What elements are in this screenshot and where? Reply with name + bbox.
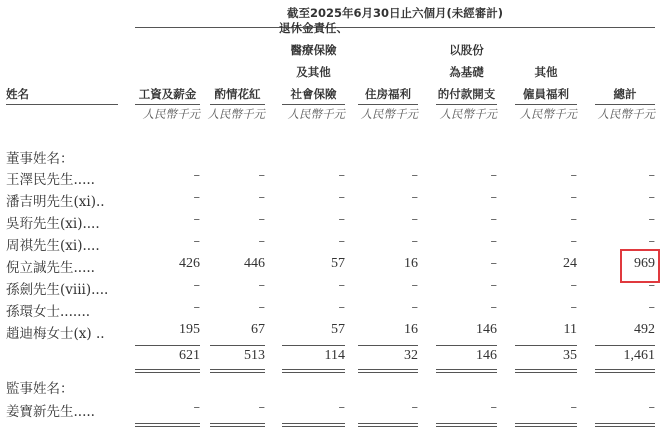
column-header: 以股份 xyxy=(449,43,484,57)
supervisor-double-rule xyxy=(595,423,655,427)
subtotal-rule xyxy=(358,345,418,346)
unit-label: 人民幣千元 xyxy=(207,107,265,121)
cell-value: – xyxy=(648,278,655,293)
cell-value: – xyxy=(193,190,200,205)
supervisor-double-rule xyxy=(436,423,497,427)
cell-value: – xyxy=(490,212,497,227)
name-header: 姓名 xyxy=(6,87,29,101)
highlight-box xyxy=(620,249,660,283)
column-header-rule xyxy=(135,104,200,105)
cell-value: – xyxy=(490,234,497,249)
total-double-rule xyxy=(436,369,497,373)
cell-value: – xyxy=(411,190,418,205)
cell-value: – xyxy=(258,278,265,293)
cell-value: – xyxy=(648,190,655,205)
column-header: 僱員福利 xyxy=(523,87,569,101)
total-value: 35 xyxy=(563,348,577,363)
total-double-rule xyxy=(358,369,418,373)
cell-value: – xyxy=(193,212,200,227)
total-double-rule xyxy=(135,369,200,373)
cell-value: – xyxy=(258,400,265,415)
cell-value: – xyxy=(570,400,577,415)
column-header: 醫療保險 xyxy=(290,43,337,57)
cell-value: 426 xyxy=(179,256,200,271)
unit-label: 人民幣千元 xyxy=(439,107,497,121)
cell-value: – xyxy=(490,300,497,315)
column-header: 酌情花紅 xyxy=(214,87,261,101)
cell-value: – xyxy=(193,234,200,249)
unit-label: 人民幣千元 xyxy=(360,107,418,121)
unit-label: 人民幣千元 xyxy=(597,107,655,121)
column-header: 住房福利 xyxy=(365,87,411,101)
column-header-rule xyxy=(210,104,265,105)
subtotal-rule xyxy=(436,345,497,346)
cell-value: – xyxy=(570,234,577,249)
cell-value: – xyxy=(338,234,345,249)
subtotal-rule xyxy=(135,345,200,346)
cell-value: 146 xyxy=(476,322,497,337)
cell-value: 969 xyxy=(634,256,655,271)
cell-value: – xyxy=(490,400,497,415)
cell-value: – xyxy=(648,400,655,415)
cell-value: – xyxy=(648,300,655,315)
cell-value: 24 xyxy=(563,256,577,271)
row-name: 孫劍先生(viii).... xyxy=(6,282,109,298)
cell-value: – xyxy=(411,168,418,183)
subtotal-rule xyxy=(282,345,345,346)
total-value: 621 xyxy=(179,348,200,363)
cell-value: 195 xyxy=(179,322,200,337)
cell-value: 67 xyxy=(251,322,265,337)
column-header: 為基礎 xyxy=(449,65,484,79)
column-header: 退休金責任、 xyxy=(279,21,348,35)
row-name: 潘吉明先生(xi).. xyxy=(6,194,105,210)
total-value: 32 xyxy=(404,348,418,363)
unit-label: 人民幣千元 xyxy=(519,107,577,121)
subtotal-rule xyxy=(210,345,265,346)
total-value: 1,461 xyxy=(623,348,655,363)
cell-value: 57 xyxy=(331,322,345,337)
cell-value: – xyxy=(411,278,418,293)
cell-value: 446 xyxy=(244,256,265,271)
cell-value: – xyxy=(258,234,265,249)
column-header-rule xyxy=(436,104,497,105)
total-double-rule xyxy=(282,369,345,373)
cell-value: – xyxy=(648,212,655,227)
row-name: 趙迪梅女士(x) .. xyxy=(6,326,105,342)
cell-value: – xyxy=(338,400,345,415)
cell-value: 492 xyxy=(634,322,655,337)
cell-value: – xyxy=(570,300,577,315)
row-name: 王澤民先生..... xyxy=(6,172,95,188)
total-double-rule xyxy=(595,369,655,373)
cell-value: – xyxy=(193,278,200,293)
cell-value: – xyxy=(258,190,265,205)
cell-value: – xyxy=(490,256,497,271)
column-header: 的付款開支 xyxy=(437,87,496,101)
total-value: 513 xyxy=(244,348,265,363)
cell-value: 16 xyxy=(404,322,418,337)
cell-value: – xyxy=(570,190,577,205)
supervisor-double-rule xyxy=(135,423,200,427)
cell-value: – xyxy=(648,168,655,183)
column-header: 工資及薪金 xyxy=(138,87,197,101)
total-value: 114 xyxy=(324,348,345,363)
column-header-rule xyxy=(358,104,418,105)
column-header: 其他 xyxy=(534,65,558,79)
cell-value: – xyxy=(411,234,418,249)
supervisor-double-rule xyxy=(282,423,345,427)
cell-value: – xyxy=(648,234,655,249)
unit-label: 人民幣千元 xyxy=(142,107,200,121)
total-double-rule xyxy=(515,369,577,373)
period-title: 截至2025年6月30日止六個月(未經審計) xyxy=(286,6,504,20)
cell-value: – xyxy=(338,300,345,315)
row-name: 孫環女士....... xyxy=(6,304,91,320)
cell-value: – xyxy=(258,300,265,315)
cell-value: – xyxy=(490,278,497,293)
cell-value: – xyxy=(193,400,200,415)
total-double-rule xyxy=(210,369,265,373)
cell-value: – xyxy=(570,212,577,227)
cell-value: – xyxy=(338,278,345,293)
column-header: 總計 xyxy=(613,87,637,101)
cell-value: – xyxy=(411,300,418,315)
unit-label: 人民幣千元 xyxy=(287,107,345,121)
supervisor-double-rule xyxy=(515,423,577,427)
cell-value: – xyxy=(338,190,345,205)
cell-value: – xyxy=(490,168,497,183)
supervisor-double-rule xyxy=(210,423,265,427)
column-header-rule xyxy=(515,104,577,105)
directors-label: 董事姓名： xyxy=(6,151,74,167)
cell-value: – xyxy=(411,400,418,415)
name-header-rule xyxy=(6,104,118,105)
cell-value: – xyxy=(338,168,345,183)
row-name: 姜寶新先生..... xyxy=(6,404,95,420)
cell-value: – xyxy=(570,168,577,183)
cell-value: – xyxy=(411,212,418,227)
cell-value: – xyxy=(490,190,497,205)
cell-value: – xyxy=(258,212,265,227)
cell-value: – xyxy=(570,278,577,293)
cell-value: – xyxy=(258,168,265,183)
supervisor-double-rule xyxy=(358,423,418,427)
total-value: 146 xyxy=(476,348,497,363)
supervisors-label: 監事姓名： xyxy=(6,381,74,397)
subtotal-rule xyxy=(595,345,655,346)
cell-value: – xyxy=(338,212,345,227)
cell-value: 57 xyxy=(331,256,345,271)
period-rule xyxy=(135,27,655,28)
row-name: 倪立誠先生..... xyxy=(6,260,95,276)
subtotal-rule xyxy=(515,345,577,346)
cell-value: 11 xyxy=(563,322,577,337)
column-header-rule xyxy=(595,104,655,105)
cell-value: – xyxy=(193,300,200,315)
row-name: 吳珩先生(xi).... xyxy=(6,216,100,232)
column-header: 社會保險 xyxy=(290,87,337,101)
cell-value: 16 xyxy=(404,256,418,271)
cell-value: – xyxy=(193,168,200,183)
column-header: 及其他 xyxy=(296,65,331,79)
row-name: 周祺先生(xi).... xyxy=(6,238,100,254)
column-header-rule xyxy=(282,104,345,105)
